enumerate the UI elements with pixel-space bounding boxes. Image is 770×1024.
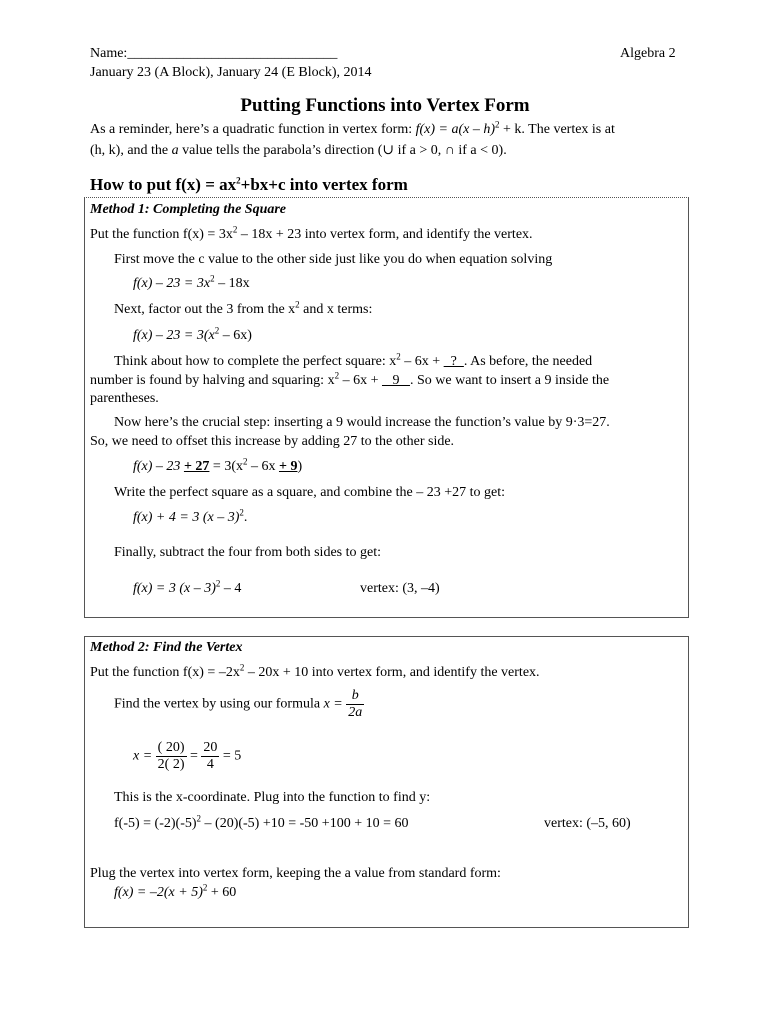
method1-write: Write the perfect square as a square, and combine the – 23 +27 to get: bbox=[114, 485, 506, 500]
intro-line-1: As a reminder, here’s a quadratic function in vertex form: f(x) = a(x – h)$^2$ + k. The vertex is at bbox=[90, 119, 615, 137]
method2-heading: Method 2: Find the Vertex bbox=[90, 640, 243, 655]
method1-offset: So, we need to offset this increase by adding 27 to the other side. bbox=[90, 434, 455, 449]
formula-fraction: $\frac{b}{2a}$ bbox=[348, 688, 363, 720]
course-label: Algebra 2 bbox=[620, 46, 676, 61]
method1-think: Think about how to complete the perfect square: $x^2 - 6x$ + ? . As before, the needed bbox=[114, 351, 593, 369]
calc-fraction-1: $\frac{( 20)}{2( 2)}$ bbox=[157, 740, 185, 772]
method1-number: number is found by halving and squaring: $x^2 - 6x$ + 9 . So we want to insert a 9 inside the bbox=[90, 370, 610, 388]
method1-eq1: $f(x) - 23 = 3x^2 - 18x$ bbox=[133, 273, 250, 291]
method2-calc: x = $\frac{( 20)}{2( 2)}$ = $\frac{20}{4}$ = 5 bbox=[133, 740, 242, 772]
method2-xcoord: This is the x-coordinate. Plug into the function to find y: bbox=[114, 790, 431, 805]
method1-eq2: $f(x) - 23 = 3(x^2 - 6x)$ bbox=[133, 325, 252, 343]
method2-formula: Find the vertex by using our formula x = $\frac{b}{2a}$ bbox=[114, 688, 363, 720]
method2-final: $f(x) = -2(x + 5)^2 + 60$ bbox=[114, 882, 237, 900]
method1-prompt: Put the function $f(x) = 3x^2 - 18x + 23$ into vertex form, and identify the vertex. bbox=[90, 224, 533, 242]
method2-prompt: Put the function $f(x) = -2x^2 - 20x + 10$ into vertex form, and identify the vertex. bbox=[90, 662, 540, 680]
method1-eq5: f(x) = 3 (x – 3)$^2$ – 4 bbox=[133, 578, 242, 596]
method1-heading: Method 1: Completing the Square bbox=[90, 202, 287, 217]
method1-step2: Next, factor out the 3 from the $x^2$ and x terms: bbox=[114, 299, 373, 317]
method1-eq3: $f(x) - 23 + 27 = 3(x^2 - 6x + 9)$ bbox=[133, 456, 303, 474]
method2-vertex: vertex: (–5, 60) bbox=[544, 816, 631, 831]
page-title: Putting Functions into Vertex Form bbox=[240, 95, 530, 116]
method1-finally: Finally, subtract the four from both sides to get: bbox=[114, 545, 381, 560]
intro-line-2: (h, k), and the a value tells the parabola’s direction (∪ if a > 0, ∩ if a < 0). bbox=[90, 143, 507, 158]
method1-crucial: Now here’s the crucial step: inserting a 9 would increase the function’s value by 9·3=27. bbox=[114, 415, 610, 430]
method2-plug-vertex: Plug the vertex into vertex form, keeping the a value from standard form: bbox=[90, 866, 501, 881]
date-line: January 23 (A Block), January 24 (E Block), 2014 bbox=[90, 65, 372, 80]
method2-plug: $f(-5) = (-2)(-5)^2 - (20)(-5) +10 = -50 +100 + 10 = 60$ bbox=[114, 813, 409, 831]
section-heading: How to put $f(x) = ax^2+bx+c$ into vertex form bbox=[90, 175, 408, 194]
name-field-label: Name:______________________________ bbox=[90, 46, 338, 61]
calc-fraction-2: $\frac{20}{4}$ bbox=[203, 740, 218, 772]
method1-parentheses: parentheses. bbox=[90, 391, 159, 406]
method1-eq4: f(x) + 4 = 3 (x – 3)$^2$. bbox=[133, 507, 248, 525]
method1-vertex: vertex: (3, –4) bbox=[360, 581, 440, 596]
method1-step1: First move the c value to the other side just like you do when equation solving bbox=[114, 252, 553, 267]
